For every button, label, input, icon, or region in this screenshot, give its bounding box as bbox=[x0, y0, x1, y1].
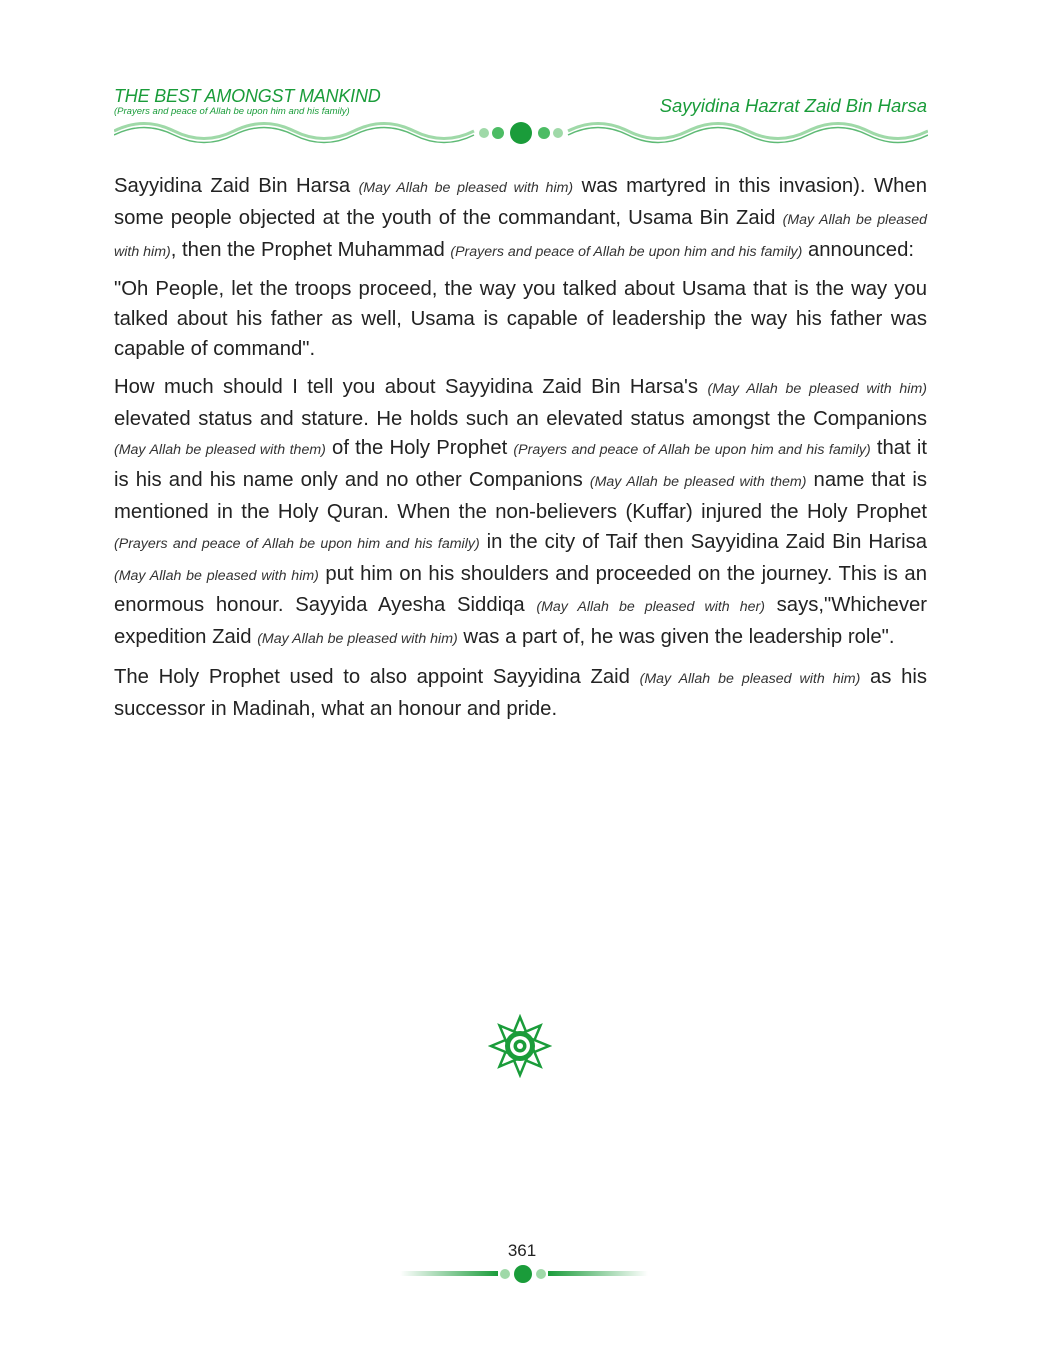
paragraph bbox=[114, 663, 927, 725]
honorific: (May Allah be pleased with him) bbox=[707, 380, 927, 397]
paragraph bbox=[114, 172, 927, 267]
dot-ornament bbox=[479, 128, 489, 138]
paragraph-text: in the city of Taif then Sayyidina Zaid Bin Harisa bbox=[479, 530, 927, 553]
main-text bbox=[114, 172, 927, 733]
paragraph-text: , then the Prophet Muhammad bbox=[170, 238, 451, 261]
honorific: (May Allah be pleased with him) bbox=[358, 180, 574, 196]
chapter-title: Sayyidina Hazrat Zaid Bin Harsa bbox=[659, 95, 927, 116]
paragraph bbox=[114, 373, 927, 655]
running-header-left bbox=[114, 86, 381, 118]
honorific: (May Allah be pleased with her) bbox=[536, 599, 765, 616]
honorific: (May Allah be pleased with him) bbox=[257, 631, 458, 648]
book-subtitle: (Prayers and peace of Allah be upon him and his family) bbox=[114, 106, 350, 117]
header-wave-ornament bbox=[114, 115, 928, 151]
dot-ornament bbox=[538, 127, 550, 139]
paragraph-text: that it is his and his name only and no other Companions bbox=[114, 437, 927, 492]
honorific: (May Allah be pleased with him) bbox=[639, 670, 861, 687]
page-number: 361 bbox=[507, 1241, 537, 1260]
paragraph-text: Sayyidina Zaid Bin Harsa bbox=[114, 175, 359, 197]
honorific: (May Allah be pleased with them) bbox=[114, 442, 326, 459]
honorific: (Prayers and peace of Allah be upon him and his family) bbox=[450, 243, 803, 260]
paragraph bbox=[114, 275, 927, 364]
honorific: (May Allah be pleased with him) bbox=[114, 567, 319, 584]
paragraph-text: was martyred in this invasion). When some people objected at the youth of the commandant, Usama Bin Zaid bbox=[114, 175, 927, 229]
honorific: (May Allah be pleased with him) bbox=[114, 211, 927, 260]
flower-ornament-icon bbox=[488, 1014, 552, 1078]
paragraph-text: of the Holy Prophet bbox=[325, 437, 514, 460]
dot-ornament bbox=[553, 128, 563, 138]
paragraph-text: put him on his shoulders and proceeded on the journey. This is an enormous honour. Sayyida Ayesha Siddiqa bbox=[114, 562, 927, 617]
book-title: THE BEST AMONGST MANKIND bbox=[114, 86, 381, 106]
paragraph-text: name that is mentioned in the Holy Quran. When the non-believers (Kuffar) injured the Holy Prophet bbox=[114, 469, 927, 523]
paragraph-text: How much should I tell you about Sayyidina Zaid Bin Harsa's bbox=[114, 375, 708, 398]
paragraph-text: was a part of, he was given the leadership role". bbox=[457, 626, 895, 649]
dot-ornament bbox=[510, 122, 532, 144]
paragraph-text: says,"Whichever expedition Zaid bbox=[114, 594, 927, 649]
paragraph-text: elevated status and stature. He holds such an elevated status amongst the Companions bbox=[114, 407, 927, 430]
paragraph-text: announced: bbox=[802, 238, 915, 261]
dot-ornament bbox=[492, 127, 504, 139]
footer-ornament bbox=[400, 1264, 650, 1284]
paragraph-text: The Holy Prophet used to also appoint Sayyidina Zaid bbox=[114, 665, 640, 688]
honorific: (Prayers and peace of Allah be upon him and his family) bbox=[513, 442, 871, 459]
honorific: (May Allah be pleased with them) bbox=[589, 474, 807, 491]
honorific: (Prayers and peace of Allah be upon him and his family) bbox=[114, 535, 480, 552]
paragraph-text: "Oh People, let the troops proceed, the way you talked about Usama that is the way you talked about his father as well, Usama is capable of leadership the way his father was capable of command". bbox=[114, 278, 927, 360]
paragraph-text: as his successor in Madinah, what an honour and pride. bbox=[114, 665, 927, 720]
